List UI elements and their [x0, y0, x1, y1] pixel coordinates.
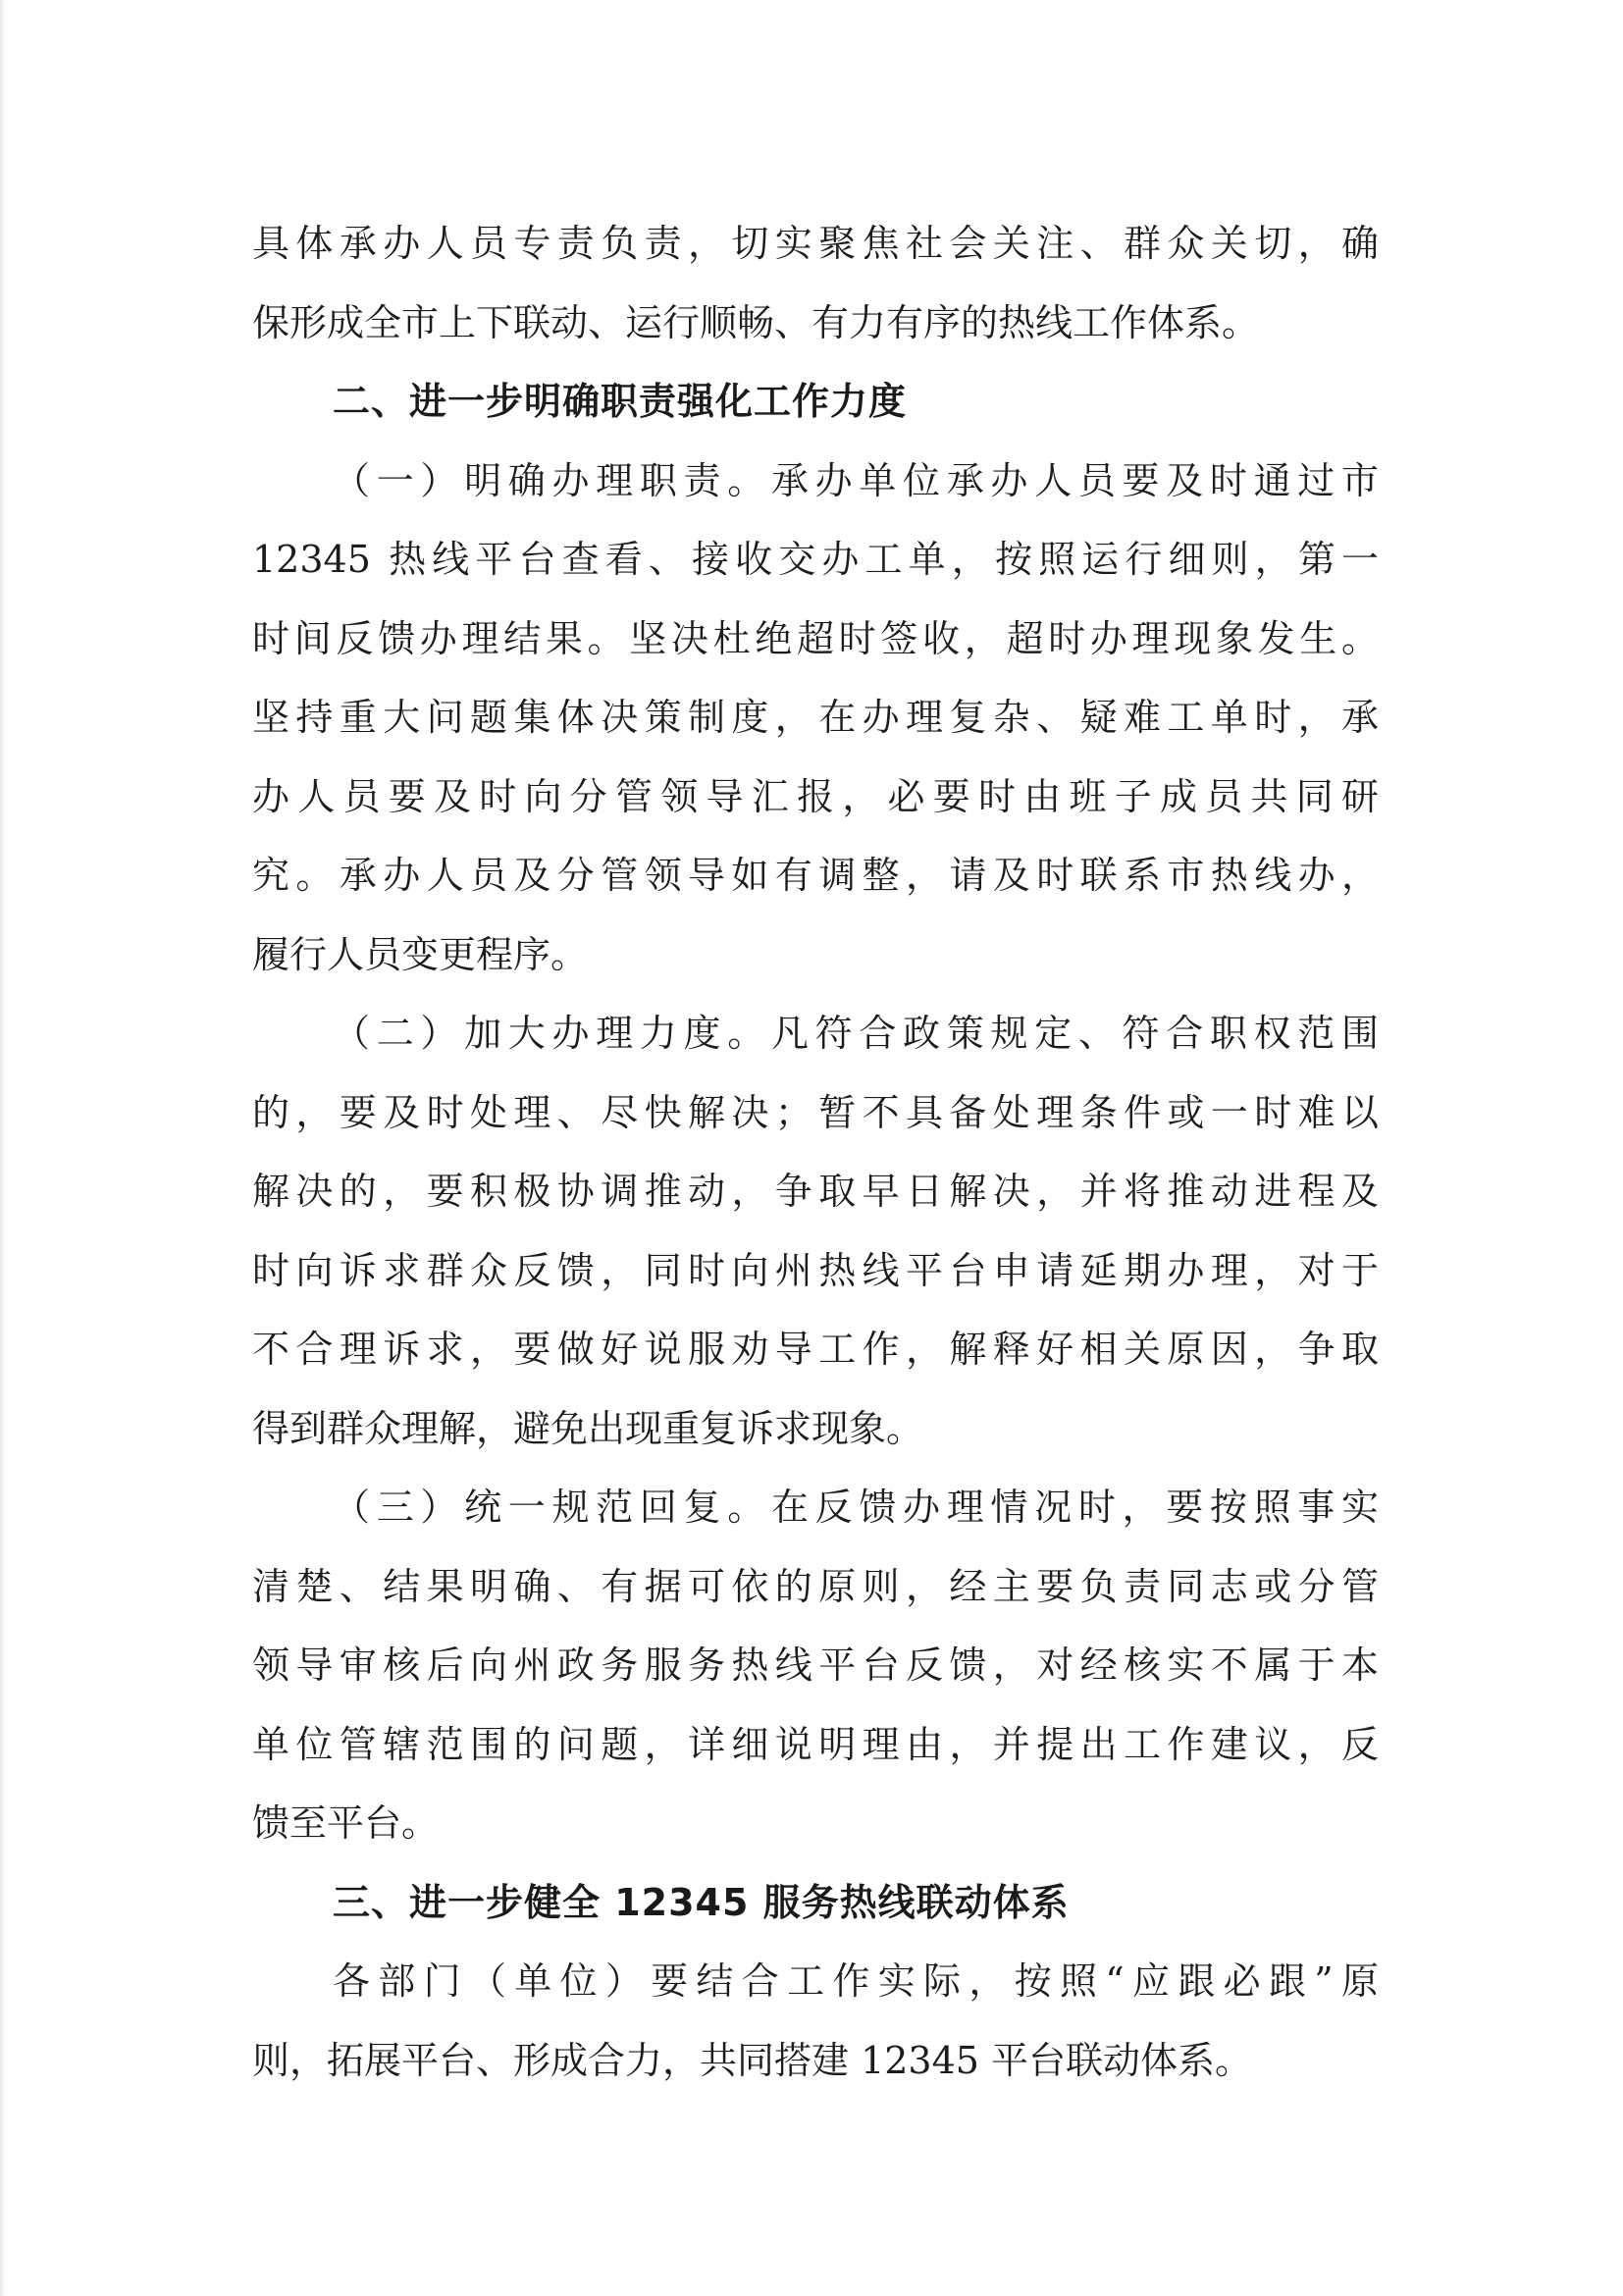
paragraph-reply	[252, 1468, 1379, 1863]
section-heading-2: 二、进一步明确职责强化工作力度	[333, 380, 908, 423]
text-line: 的，要及时处理、尽快解决；暂不具备处理条件或一时难以	[252, 1090, 1379, 1134]
text-line: （二）加大办理力度。凡符合政策规定、符合职权范围	[333, 1012, 1379, 1055]
text-line: 具体承办人员专责负责，切实聚焦社会关注、群众关切，确	[252, 222, 1379, 265]
paragraph-continuation	[252, 204, 1379, 362]
scan-edge	[0, 0, 6, 2296]
text-line: 清楚、结果明确、有据可依的原则，经主要负责同志或分管	[252, 1564, 1379, 1608]
text-line: 单位管辖范围的问题，详细说明理由，并提出工作建议，反	[252, 1722, 1379, 1766]
text-line: 12345 热线平台查看、接收交办工单，按照运行细则，第一	[252, 538, 1379, 581]
text-line: 履行人员变更程序。	[252, 932, 589, 976]
document-body	[252, 204, 1379, 2100]
section-heading-3: 三、进一步健全 12345 服务热线联动体系	[333, 1880, 1070, 1924]
text-line: 坚持重大问题集体决策制度，在办理复杂、疑难工单时，承	[252, 696, 1379, 739]
paragraph-duties	[252, 442, 1379, 995]
text-line: 保形成全市上下联动、运行顺畅、有力有序的热线工作体系。	[252, 300, 1260, 344]
text-line: 各部门（单位）要结合工作实际，按照“应跟必跟”原	[333, 1959, 1379, 2003]
text-line: 时间反馈办理结果。坚决杜绝超时签收，超时办理现象发生。	[252, 616, 1379, 660]
text-line: 不合理诉求，要做好说服劝导工作，解释好相关原因，争取	[252, 1328, 1379, 1371]
text-line: 则，拓展平台、形成合力，共同搭建 12345 平台联动体系。	[252, 2038, 1253, 2082]
paragraph-linkage	[252, 1942, 1379, 2100]
text-line: 得到群众理解，避免出现重复诉求现象。	[252, 1406, 924, 1450]
paragraph-strength	[252, 994, 1379, 1468]
text-line: 解决的，要积极协调推动，争取早日解决，并将推动进程及	[252, 1170, 1379, 1213]
text-line: 时向诉求群众反馈，同时向州热线平台申请延期办理，对于	[252, 1248, 1379, 1292]
text-line: 馈至平台。	[252, 1801, 440, 1845]
text-line: 办人员要及时向分管领导汇报，必要时由班子成员共同研	[252, 774, 1379, 818]
text-line: （三）统一规范回复。在反馈办理情况时，要按照事实	[333, 1486, 1379, 1529]
text-line: 领导审核后向州政务服务热线平台反馈，对经核实不属于本	[252, 1644, 1379, 1687]
text-line: （一）明确办理职责。承办单位承办人员要及时通过市	[333, 458, 1379, 502]
text-line: 究。承办人员及分管领导如有调整，请及时联系市热线办，	[252, 854, 1379, 897]
